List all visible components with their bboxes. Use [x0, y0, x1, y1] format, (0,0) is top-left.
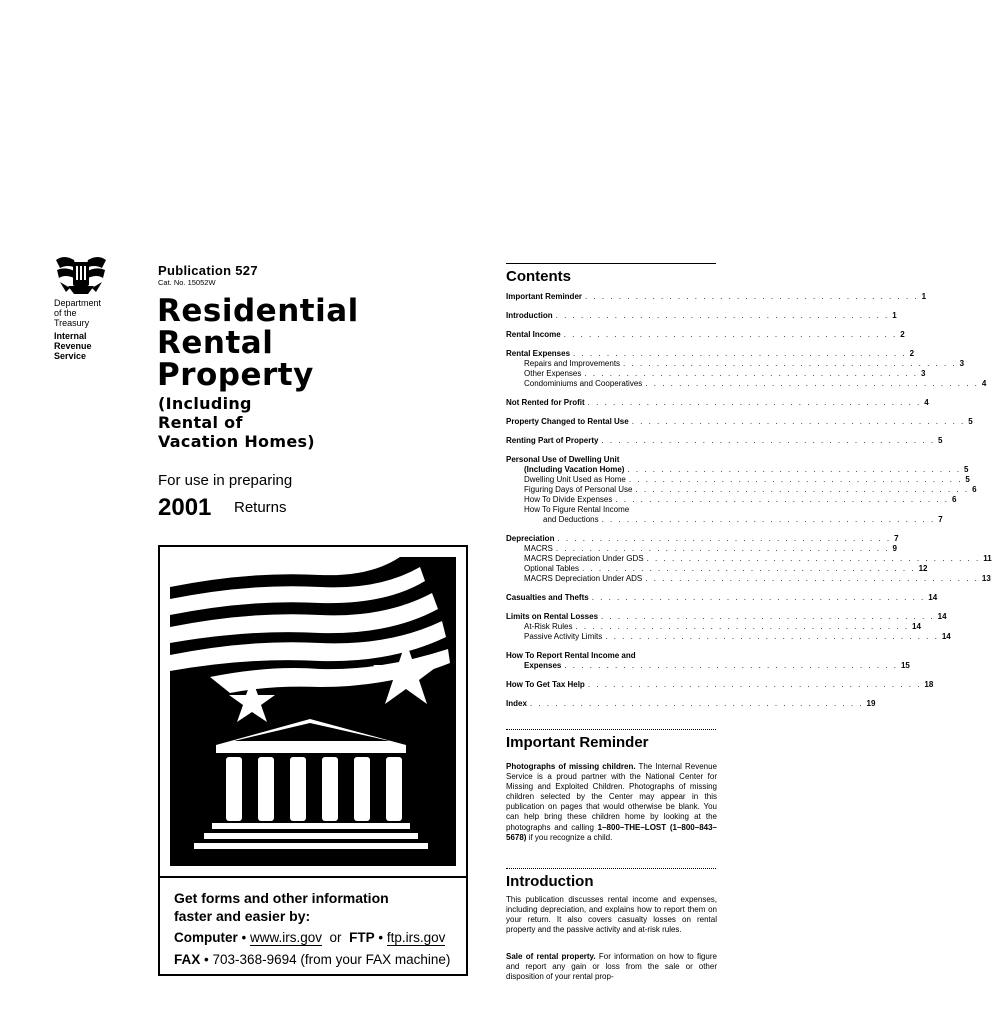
toc-leader-dots: . . . . . . . . . . . . . . . . . . . . . . . . . . . . . . . . . . . . . . . .: [564, 661, 898, 670]
toc-entry-label: Index: [506, 699, 527, 708]
toc-entry-label: How To Report Rental Income and: [506, 651, 636, 660]
toc-leader-dots: . . . . . . . . . . . . . . . . . . . . . . . . . . . . . . . . . . . . . . . .: [585, 292, 919, 301]
toc-leader-dots: . . . . . . . . . . . . . . . . . . . . . . . . . . . . . . . . . . . . . . . .: [591, 593, 926, 602]
subtitle-line-1: (Including: [158, 394, 252, 413]
forms-info-box: [158, 876, 468, 976]
toc-leader-dots: . . . . . . . . . . . . . . . . . . . . . . . . . . . . . . . . . . . . . . . .: [563, 330, 898, 339]
toc-leader-dots: . . . . . . . . . . . . . . . . . . . . . . . . . . . . . . . . . . . . . . . .: [645, 379, 979, 388]
toc-entry-page: 2: [900, 330, 905, 339]
toc-entry-label: MACRS Depreciation Under GDS: [524, 554, 644, 563]
toc-entry[interactable]: [524, 622, 921, 632]
department-label: Department of the Treasury: [54, 298, 102, 328]
intro-paragraph-1: This publication discusses rental income and expenses, including depreciation, and explains how to report them on your return. It also covers casualty losses on rental property and the passive activity and at-risk rules.: [506, 895, 717, 935]
reminder-paragraph: Photographs of missing children. The Internal Revenue Service is a proud partner with the National Center for Missing and Exploited Children. Photographs of missing children selected by the Center may appear in this publication on pages that would otherwise be blank. You can help bring these children home by looking at the photographs and calling 1–800–THE–LOST (1–800–843–5678) if you recognize a child.: [506, 762, 718, 842]
toc-entry-page: 4: [981, 379, 987, 388]
toc-entry-page: 13: [981, 574, 991, 583]
intro-paragraph-2: Sale of rental property. For information on how to figure and report any gain or loss from the sale or other disposition of your rental prop-: [506, 952, 717, 982]
irs-website-link[interactable]: www.irs.gov: [250, 930, 323, 945]
toc-entry[interactable]: [506, 436, 943, 446]
toc-entry[interactable]: [524, 574, 991, 584]
toc-entry-label: Depreciation: [506, 534, 555, 543]
title-line-3: Property: [157, 357, 314, 393]
computer-ftp-line: Computer • www.irs.gov or FTP • ftp.irs.gov: [174, 930, 446, 945]
toc-leader-dots: . . . . . . . . . . . . . . . . . . . . . . . . . . . . . . . . . . . . . . . .: [587, 398, 922, 407]
fax-line: FAX • 703-368-9694 (from your FAX machine): [174, 952, 451, 967]
toc-leader-dots: . . . . . . . . . . . . . . . . . . . . . . . . . . . . . . . . . . . . . . . .: [529, 699, 864, 708]
toc-entry-page: 3: [959, 359, 965, 368]
toc-leader-dots: . . . . . . . . . . . . . . . . . . . . . . . . . . . . . . . . . . . . . . . .: [623, 359, 957, 368]
toc-leader-dots: . . . . . . . . . . . . . . . . . . . . . . . . . . . . . . . . . . . . . . . .: [584, 369, 918, 378]
toc-leader-dots: . . . . . . . . . . . . . . . . . . . . . . . . . . . . . . . . . . . . . . . .: [573, 349, 907, 358]
toc-leader-dots: . . . . . . . . . . . . . . . . . . . . . . . . . . . . . . . . . . . . . . . .: [645, 574, 979, 583]
introduction-heading: Introduction: [506, 873, 594, 890]
title-line-1: Residential: [157, 293, 359, 329]
toc-entry[interactable]: [506, 534, 899, 544]
toc-entry-label: Figuring Days of Personal Use: [524, 485, 633, 494]
toc-entry[interactable]: [524, 632, 951, 642]
contents-rule: [506, 263, 716, 264]
toc-entry-label: Rental Income: [506, 330, 561, 339]
toc-entry-page: 7: [894, 534, 899, 543]
publication-number: Publication 527: [158, 263, 258, 278]
toc-entry-label: Passive Activity Limits: [524, 632, 603, 641]
toc-entry[interactable]: [524, 505, 717, 515]
toc-entry[interactable]: [524, 359, 965, 369]
irs-ftp-link[interactable]: ftp.irs.gov: [386, 930, 446, 945]
toc-entry[interactable]: [524, 554, 992, 564]
toc-entry-page: 3: [920, 369, 926, 378]
toc-leader-dots: . . . . . . . . . . . . . . . . . . . . . . . . . . . . . . . . . . . . . . . .: [628, 475, 963, 484]
forms-heading-line-1: Get forms and other information: [174, 890, 389, 906]
toc-entry-label: Expenses: [524, 661, 562, 670]
toc-entry-label: Introduction: [506, 311, 553, 320]
toc-entry-label: MACRS Depreciation Under ADS: [524, 574, 643, 583]
toc-entry-page: 14: [937, 612, 947, 621]
toc-entry-page: 14: [941, 632, 951, 641]
toc-entry-label: Rental Expenses: [506, 349, 571, 358]
toc-leader-dots: . . . . . . . . . . . . . . . . . . . . . . . . . . . . . . . . . . . . . . . .: [575, 622, 910, 631]
toc-entry[interactable]: [524, 544, 897, 554]
toc-entry-page: 5: [938, 436, 943, 445]
toc-entry-page: 11: [983, 554, 992, 563]
toc-entry[interactable]: [506, 699, 876, 709]
toc-entry-page: 7: [938, 515, 943, 524]
toc-leader-dots: . . . . . . . . . . . . . . . . . . . . . . . . . . . . . . . . . . . . . . . .: [601, 436, 936, 445]
subtitle-line-2: Rental of: [158, 413, 243, 432]
toc-entry-page: 14: [928, 593, 938, 602]
toc-entry-page: 9: [892, 544, 897, 553]
toc-entry-page: 14: [912, 622, 921, 631]
toc-entry[interactable]: [506, 612, 947, 622]
toc-entry-label: (Including Vacation Home): [524, 465, 625, 474]
toc-entry-label: Optional Tables: [524, 564, 579, 573]
contents-heading: Contents: [506, 268, 571, 285]
toc-entry[interactable]: [506, 417, 973, 427]
toc-entry[interactable]: [506, 651, 717, 661]
toc-entry-label: How To Get Tax Help: [506, 680, 585, 689]
toc-entry-label: Casualties and Thefts: [506, 593, 589, 602]
toc-entry-page: 12: [918, 564, 928, 573]
for-use-text: For use in preparing: [158, 472, 293, 489]
toc-entry[interactable]: [524, 661, 910, 671]
toc-leader-dots: . . . . . . . . . . . . . . . . . . . . . . . . . . . . . . . . . . . . . . . .: [601, 612, 935, 621]
toc-leader-dots: . . . . . . . . . . . . . . . . . . . . . . . . . . . . . . . . . . . . . . . .: [635, 485, 970, 494]
toc-leader-dots: . . . . . . . . . . . . . . . . . . . . . . . . . . . . . . . . . . . . . . . .: [557, 534, 892, 543]
toc-leader-dots: . . . . . . . . . . . . . . . . . . . . . . . . . . . . . . . . . . . . . . . .: [555, 544, 890, 553]
toc-entry-label: Other Expenses: [524, 369, 582, 378]
toc-entry-page: 1: [892, 311, 897, 320]
reminder-heading: Important Reminder: [506, 734, 649, 751]
toc-leader-dots: . . . . . . . . . . . . . . . . . . . . . . . . . . . . . . . . . . . . . . . .: [615, 495, 949, 504]
intro-rule: [506, 868, 716, 869]
toc-entry-page: 19: [866, 699, 876, 708]
toc-entry-page: 18: [924, 680, 934, 689]
toc-leader-dots: . . . . . . . . . . . . . . . . . . . . . . . . . . . . . . . . . . . . . . . .: [605, 632, 939, 641]
toc-entry-label: and Deductions: [543, 515, 599, 524]
returns-label: Returns: [234, 499, 287, 516]
toc-entry[interactable]: [524, 379, 987, 389]
toc-entry[interactable]: [524, 495, 957, 505]
toc-entry[interactable]: [506, 292, 927, 302]
toc-entry[interactable]: [506, 593, 938, 603]
toc-entry[interactable]: [506, 349, 915, 359]
toc-entry[interactable]: [524, 369, 926, 379]
toc-entry-label: Dwelling Unit Used as Home: [524, 475, 626, 484]
toc-entry-page: 15: [900, 661, 910, 670]
toc-entry[interactable]: [506, 455, 717, 465]
toc-entry[interactable]: [543, 515, 943, 525]
toc-entry[interactable]: [506, 680, 934, 690]
title-line-2: Rental: [157, 325, 274, 361]
catalog-number: Cat. No. 15052W: [158, 278, 216, 287]
toc-entry-page: 6: [951, 495, 957, 504]
tax-year: 2001: [158, 494, 212, 521]
forms-heading-line-2: faster and easier by:: [174, 908, 311, 924]
subtitle-line-3: Vacation Homes): [158, 432, 315, 451]
irs-label: Internal Revenue Service: [54, 331, 92, 361]
toc-entry-label: Repairs and Improvements: [524, 359, 621, 368]
toc-leader-dots: . . . . . . . . . . . . . . . . . . . . . . . . . . . . . . . . . . . . . . . .: [627, 465, 962, 474]
toc-entry-label: Personal Use of Dwelling Unit: [506, 455, 620, 464]
toc-leader-dots: . . . . . . . . . . . . . . . . . . . . . . . . . . . . . . . . . . . . . . . .: [582, 564, 916, 573]
toc-entry-label: Not Rented for Profit: [506, 398, 585, 407]
toc-entry[interactable]: [524, 485, 977, 495]
toc-entry-label: MACRS: [524, 544, 553, 553]
toc-entry-page: 6: [972, 485, 977, 494]
toc-entry-page: 4: [924, 398, 929, 407]
toc-entry[interactable]: [506, 311, 897, 321]
toc-entry-label: How To Figure Rental Income: [524, 505, 630, 514]
toc-leader-dots: . . . . . . . . . . . . . . . . . . . . . . . . . . . . . . . . . . . . . . . .: [601, 515, 936, 524]
toc-leader-dots: . . . . . . . . . . . . . . . . . . . . . . . . . . . . . . . . . . . . . . . .: [587, 680, 922, 689]
toc-entry-label: At-Risk Rules: [524, 622, 573, 631]
toc-entry-label: Important Reminder: [506, 292, 583, 301]
toc-leader-dots: . . . . . . . . . . . . . . . . . . . . . . . . . . . . . . . . . . . . . . . .: [646, 554, 981, 563]
toc-entry-page: 5: [965, 475, 970, 484]
toc-entry-page: 5: [968, 417, 973, 426]
toc-entry[interactable]: [524, 564, 928, 574]
toc-leader-dots: . . . . . . . . . . . . . . . . . . . . . . . . . . . . . . . . . . . . . . . .: [631, 417, 966, 426]
toc-entry[interactable]: [506, 398, 929, 408]
toc-entry-label: Limits on Rental Losses: [506, 612, 599, 621]
toc-entry-label: How To Divide Expenses: [524, 495, 613, 504]
toc-entry[interactable]: [524, 475, 970, 485]
toc-entry[interactable]: [524, 465, 969, 475]
toc-entry-page: 2: [909, 349, 915, 358]
reminder-rule: [506, 729, 716, 730]
toc-entry[interactable]: [506, 330, 905, 340]
toc-leader-dots: . . . . . . . . . . . . . . . . . . . . . . . . . . . . . . . . . . . . . . . .: [555, 311, 890, 320]
toc-entry-page: 1: [921, 292, 927, 301]
toc-entry-label: Property Changed to Rental Use: [506, 417, 629, 426]
irs-eagle-logo-icon: [54, 254, 108, 296]
toc-entry-label: Renting Part of Property: [506, 436, 599, 445]
cover-illustration: [158, 545, 468, 878]
toc-entry-page: 5: [964, 465, 969, 474]
toc-entry-label: Condominiums and Cooperatives: [524, 379, 643, 388]
flag-and-capitol-icon: [170, 557, 456, 866]
